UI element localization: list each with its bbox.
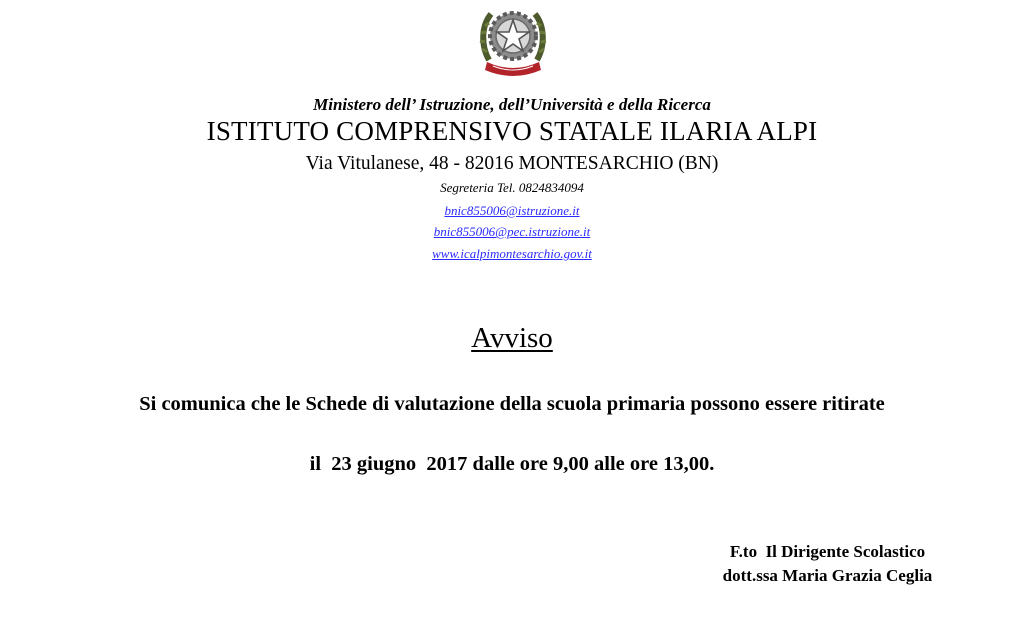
- school-name: ISTITUTO COMPRENSIVO STATALE ILARIA ALPI: [206, 116, 818, 146]
- italian-republic-emblem-icon: [479, 2, 547, 78]
- pec-email-link[interactable]: bnic855006@pec.istruzione.it: [433, 224, 591, 239]
- notice-message: Si comunica che le Schede di valutazione della scuola primaria possono essere ritirate: [139, 393, 885, 415]
- notice-date-line: il 23 giugno 2017 dalle ore 9,00 alle ore 13,00.: [309, 453, 715, 475]
- ministry-name: Ministero dell’ Istruzione, dell’Università e della Ricerca: [313, 95, 711, 114]
- notice-title: Avviso: [471, 322, 553, 354]
- signature-name: dott.ssa Maria Grazia Ceglia: [722, 566, 933, 585]
- email-link[interactable]: bnic855006@istruzione.it: [444, 203, 580, 218]
- website-link[interactable]: www.icalpimontesarchio.gov.it: [432, 246, 592, 261]
- secretariat-phone: Segreteria Tel. 0824834094: [440, 180, 584, 195]
- school-address: Via Vitulanese, 48 - 82016 MONTESARCHIO (BN): [305, 153, 719, 174]
- signature-role: F.to Il Dirigente Scolastico: [729, 542, 926, 561]
